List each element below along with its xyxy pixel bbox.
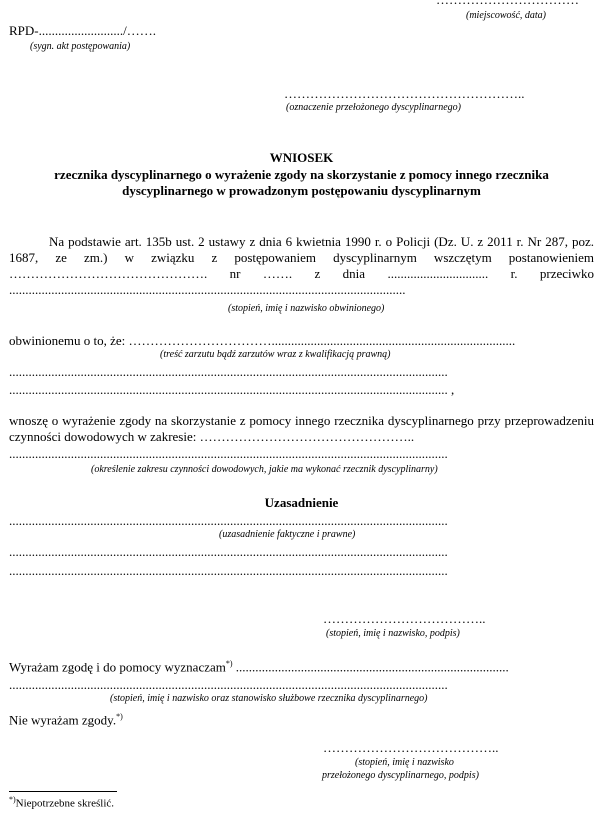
justification-dots-2: .......................................................................................................................................: [9, 544, 448, 559]
document-title: WNIOSEK: [269, 150, 334, 165]
title-line-3: dyscyplinarnego w prowadzonym postępowaniu dyscyplinarnym: [122, 183, 481, 198]
superior-signature-label-1: (stopień, imię i nazwisko: [355, 757, 454, 768]
justification-heading: Uzasadnienie: [264, 495, 339, 510]
signature-dots: ………………………………..: [323, 611, 486, 626]
superior-signature-label-2: przełożonego dyscyplinarnego, podpis): [322, 770, 479, 781]
case-number: RPD-........................../…….: [9, 23, 156, 38]
charge-dots-2: ....................................................................................................................................... ,: [9, 382, 455, 397]
scope-label: (określenie zakresu czynności dowodowych, jakie ma wykonać rzecznik dyscyplinarny): [91, 464, 438, 475]
refuse-footnote-mark: *): [116, 712, 123, 721]
justification-dots-1: .......................................................................................................................................: [9, 513, 448, 528]
footnote-separator: [9, 791, 117, 792]
charge-dots-1: .......................................................................................................................................: [9, 364, 448, 379]
scope-dots: .......................................................................................................................................: [9, 446, 448, 461]
consent-line: [9, 659, 509, 675]
signature-label: (stopień, imię i nazwisko, podpis): [326, 628, 460, 639]
superior-dots: ………………………………………………..: [284, 86, 525, 101]
consent-footnote-mark: *): [225, 659, 233, 668]
justification-label: (uzasadnienie faktyczne i prawne): [219, 529, 356, 540]
consent-label: (stopień, imię i nazwisko oraz stanowisko służbowe rzecznika dyscyplinarnego): [110, 693, 428, 704]
consent-dots: ....................................................................................: [235, 659, 509, 675]
refuse-text: Nie wyrażam zgody.: [9, 712, 117, 728]
charge-line: obwinionemu o to, że: ……………………………...........................................................................: [9, 333, 516, 348]
title-line-2: rzecznika dyscyplinarnego o wyrażenie zgody na skorzystanie z pomocy innego rzecznika: [54, 167, 549, 182]
justification-dots-3: .......................................................................................................................................: [9, 563, 448, 578]
superior-signature-dots: …………………………………..: [323, 740, 499, 755]
request-paragraph: wnoszę o wyrażenie zgody na skorzystanie z pomocy innego rzecznika dyscyplinarnego przy przeprowadzeniu czynności dowodowych w zakresie: …………………………………………..: [9, 413, 594, 444]
footnote: [9, 795, 114, 810]
footnote-mark: *): [9, 795, 16, 804]
case-number-label: (sygn. akt postępowania): [30, 41, 131, 52]
place-date-dots: [436, 0, 579, 8]
superior-label: (oznaczenie przełożonego dyscyplinarnego): [286, 102, 461, 113]
charge-label: (treść zarzutu bądź zarzutów wraz z kwalifikacją prawną): [160, 349, 391, 360]
consent-dots-2: .......................................................................................................................................: [9, 677, 448, 692]
consent-text: Wyrażam zgodę i do pomocy wyznaczam: [9, 659, 226, 675]
place-date-label: (miejscowość, data): [466, 10, 546, 21]
footnote-text: Niepotrzebne skreślić.: [15, 797, 115, 810]
refuse-line: [9, 712, 123, 728]
intro-paragraph: Na podstawie art. 135b ust. 2 ustawy z dnia 6 kwietnia 1990 r. o Policji (Dz. U. z 2011 r. Nr 287, poz. 1687, ze zm.) w związku z postępowaniem dyscyplinarnym wszczętym postanowieniem ………………………………………. nr ……. z dnia ............................... r. przeciwko ..........................................................................................................................: [9, 234, 594, 297]
accused-label: (stopień, imię i nazwisko obwinionego): [228, 303, 385, 314]
